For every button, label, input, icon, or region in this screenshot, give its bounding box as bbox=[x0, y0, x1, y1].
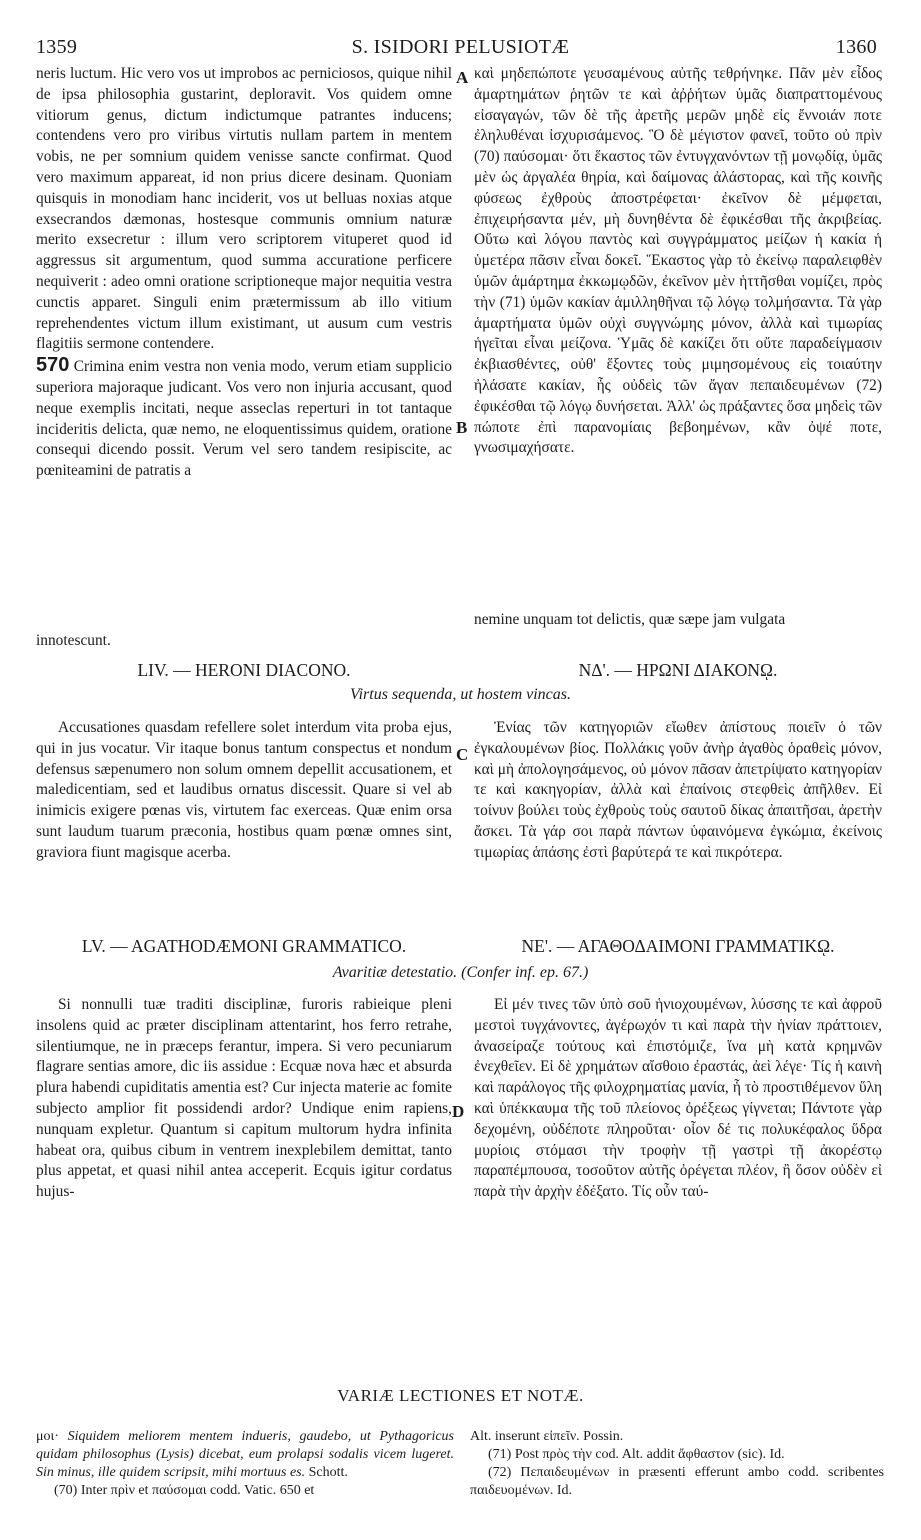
margin-marker-d: D bbox=[452, 1102, 465, 1121]
latin-paragraph bbox=[36, 355, 452, 482]
letter-54-title-latin: LIV. — HERONI DIACONO. bbox=[137, 660, 351, 680]
greek-paragraph: Εἰ μέν τινες τῶν ὑπὸ σοῦ ἡνιοχουμένων, λύσσης τε καὶ ἀφροῦ μεστοὶ τυγχάνοντες, ἀγέρωχόν τι καὶ παρὰ τὴν ἡνίαν πράττοιεν, ἀνασείραζε τούτους καὶ ἐπιστόμιζε, ἵνα μὴ κατὰ κρημνῶν ἐνεχθεῖεν. Εἰ δὲ χρημάτων αἴσθοιο ἐραστάς, ἀεὶ λέγε· Τίς ἡ καινὴ καὶ παράλογος τῆς φιλοχρηματίας μανία, ἧ τὸ προστιθέμενον ὕλη καὶ ὑπέκκαυμα τῆς τοῦ πλείονος ὀρέξεως γίγνεται; Πάντοτε γὰρ δεχομένη, οὐδέποτε πληροῦται· οἷον δέ τις πολυκέφαλος ὕδρα μυρίοις στόμασι τὴν τροφὴν τῇ γαστρὶ τῇ ἀκορέστῳ παραπέμπουσα, τοσοῦτον αὐτῆς ὀρέγεται πλέον, ἢ ὅσον οὐδὲν εἰ παρὰ τὴν ἀρχὴν ἐδέξατο. Τίς οὖν ταύ- bbox=[474, 996, 882, 1201]
margin-marker-b: B bbox=[456, 418, 468, 437]
letter-55-title-greek: ΝΕ'. — ΑΓΑΘΟΔΑΙΜΟΝΙ ΓΡΑΜΜΑΤΙΚῼ. bbox=[521, 936, 835, 956]
latin-tail-right: nemine unquam tot delictis, quæ sæpe jam vulgata bbox=[474, 611, 786, 628]
notes-left-column bbox=[36, 1428, 454, 1500]
greek-column-letter-54 bbox=[474, 718, 882, 864]
notes-right-column bbox=[470, 1428, 884, 1500]
margin-marker-c: C bbox=[456, 745, 469, 764]
column-number-570: 570 bbox=[36, 354, 70, 377]
letter-55-title-latin: LV. — AGATHODÆMONI GRAMMATICO. bbox=[81, 936, 407, 956]
greek-paragraph: καὶ μηδεπώποτε γευσαμένους αὐτῆς τεθρήνηκε. Πᾶν μὲν εἶδος ἁμαρτημάτων ῥητῶν τε καὶ ἀῤῥήτων ὑμᾶς διαπραττομένους εἰσαγαγών, τῶν δὲ τῆς ἀρετῆς μερῶν μηδὲ εἰς ἔννοιάν ποτε ἐληλυθέναι ἰσχυρισάμενος. Ὃ δὲ μέγιστον φανεῖ, τοῦτο οὐ πρὶν (70) παύσομαι· ὅτι ἕκαστος τῶν ἐντυγχανόντων τῇ μονῳδίᾳ, ὑμᾶς μὲν ὡς ἀργαλέα θηρία, καὶ δαίμονας ἀλάστορας, καὶ τῆς κοινῆς φύσεως ἐχθροὺς ἀποστρέφεται· ἐκεῖνον δὲ μέμφεται, ἐπιχειρήσαντα μέν, μὴ δυνηθέντα δὲ ἐφικέσθαι τῆς ἀκριβείας. Οὕτω καὶ λόγου παντὸς καὶ συγγράμματος μείζων ἡ κακία ἡ ὑμετέρα πᾶσιν εἶναι δοκεῖ. Ἕκαστος γὰρ τὸ ἐκείνῳ παραλειφθὲν ὑμῶν ἁμάρτημα ἐκκωμῳδῶν, ἐκεῖνον μὲν ἡττῆσθαι νομίζει, πρὸς τὴν (71) ὑμῶν κακίαν ἁμιλληθῆναι τῷ λόγῳ τολμήσαντα. Τὰ γὰρ ἁμαρτήματα ὑμῶν οὐχὶ συγγνώμης μόνον, ἀλλὰ καὶ τιμωρίας ἡγεῖται εἶναι μείζονα. Ὑμᾶς δὲ κακίζει ὅτι οὔτε παραδείγμασιν ἐκβιασθέντες, οὐθ' ἕξοντες τοὺς μιμησομένους εἰς τοιαύτην ἠλάσατε κακίαν, ἧς οὐδεὶς τῶν ἄγαν πεπαιδευμένων (72) ἐφικέσθαι τῷ λόγῳ δυνήσεται. Ἀλλ' ὡς πράξαντες ὅσα μηδεὶς τῶν πώποτε ἐπὶ παρανομίαις βεβοημένων, κἂν ὀψέ ποτε, γνωσιμαχήσατε. bbox=[474, 65, 882, 457]
page-number-left: 1359 bbox=[36, 36, 78, 58]
latin-column-letter-54 bbox=[36, 718, 452, 864]
notes-title: VARIÆ LECTIONES ET NOTÆ. bbox=[337, 1386, 584, 1405]
note-greek-word: μοι· bbox=[36, 1429, 59, 1444]
greek-column-letter-55 bbox=[474, 995, 882, 1203]
latin-column-letter-55 bbox=[36, 995, 452, 1203]
latin-column-letter-53 bbox=[36, 64, 452, 482]
letter-55-subtitle: Avaritiæ detestatio. (Confer inf. ep. 67.) bbox=[332, 964, 589, 981]
note-70-continued: Alt. inserunt εἰπεῖν. Possin. bbox=[470, 1429, 624, 1444]
greek-column-letter-53 bbox=[474, 64, 882, 459]
letter-54-subtitle: Virtus sequenda, ut hostem vincas. bbox=[349, 686, 571, 703]
letter-54-title-greek: ΝΔ'. — ΗΡΩΝΙ ΔΙΑΚΟΝῼ. bbox=[578, 660, 778, 680]
margin-marker-a: A bbox=[456, 68, 469, 87]
note-70: (70) Inter πρὶν et παύσομαι codd. Vatic. 650 et bbox=[54, 1483, 315, 1498]
latin-paragraph: Si nonnulli tuæ traditi disciplinæ, furoris rabieique pleni insolens quid ac præter disciplinam attentarint, hos ferro retrahe, silentiumque, ne in præceps ferantur, impera. Si vero pecuniarum flagrare sentias amore, dic iis assidue : Ecquæ nova hæc et absurda plura habendi cupiditatis amentia est? Cur injecta materie ac fomite subjecto amplior fit possidendi ardor? Undique enim rapiens, nunquam expletur. Quantum si capitum multorum hydra infinita habeat ora, quibus cibum in ventrem inexplebilem demittat, tanto plus appetat, et quasi nihil antea acceperit. Ecquis igitur cordatus hujus- bbox=[36, 996, 452, 1201]
latin-tail-left: innotescunt. bbox=[36, 632, 111, 649]
note-72: (72) Πεπαιδευμένων in præsenti efferunt ambo codd. scribentes παιδευομένων. Id. bbox=[470, 1465, 884, 1498]
greek-paragraph: Ἐνίας τῶν κατηγοριῶν εἴωθεν ἀπίστους ποιεῖν ὁ τῶν ἐγκαλουμένων βίος. Πολλάκις γοῦν ἀνὴρ ἀγαθὸς ὁραθεὶς μόνον, καὶ μὴ ἀπολογησάμενος, οὐ μόνον πᾶσαν ἀπετρίψατο κατηγορίαν τε καὶ κακηγορίαν, ἀλλὰ καὶ ἐπαίνοις στεφθεὶς ἀπῆλθεν. Εἰ τοίνυν βούλει τοὺς ἐχθροὺς τοὺς σαυτοῦ δίκας ἀπαιτῆσαι, ἀρετὴν ἄσκει. Τὰ γάρ σοι παρὰ πάντων ὑφαινόμενα ἐγκώμια, ἐκείνοις τιμωρίας ἁπάσης ἐστὶ βαρύτερά τε καὶ πικρότερα. bbox=[474, 719, 882, 861]
note-author: Schott. bbox=[308, 1465, 348, 1480]
running-title: S. ISIDORI PELUSIOTÆ bbox=[351, 36, 570, 58]
latin-text: Crimina enim vestra non venia modo, verum etiam supplicio superiora majoraque judicant. Vos vero non injuria accusant, quod neque exemplis incitati, neque asseclas reperturi in tot tantaque incideritis delicta, quæ nemo, ne eloquentissimus quidem, oratione consequi dicendo possit. Verum vel sero tandem resipiscite, ac pœniteamini de patratis a bbox=[36, 358, 452, 480]
page-number-right: 1360 bbox=[835, 36, 877, 58]
note-schott bbox=[36, 1428, 454, 1482]
latin-paragraph: Accusationes quasdam refellere solet interdum vita proba ejus, qui in jus vocatur. Vir itaque bonus tantum conspectus et nondum defensus sæpenumero non solum omnem depellit accusationem, et maledicentiam, sed et laudibus ornatus discessit. Quare si vel ab inimicis exigere pœnas vis, virtutem fac exerceas. Quæ enim orsa sunt laudum tuarum præconia, hostibus quam pœnæ omnes sint, graviora fiunt magisque acerba. bbox=[36, 719, 452, 861]
latin-paragraph: neris luctum. Hic vero vos ut improbos ac perniciosos, quique nihil de ipsa philosophia gustarint, deploravit. Vos quidem omne vitiorum genus, dictum indictumque patrantes inducens; contendens vero pro viribus virtutis nullam partem in mentem vobis, ne per somnium quidem venisse sancte confirmat. Quod vero maximum appareat, id non prius dicere desinam. Quoniam quisquis in monodiam hanc inciderit, vos ut belluas noxias atque exsecrandos dæmonas, hostesque communis omnium naturæ merito exsecretur : illum vero scriptorem vituperet quod id aggressus sit argumentum, quod summa accuratione perficere nequiverit : adeo omni oratione scriptioneque major nequitia vestra cunctis apparet. Singuli enim prætermissum ab illo vitium reprehendentes victum illum existimant, ut ausum cum vestris flagitiis sermone contendere. bbox=[36, 65, 452, 353]
note-quote: Siquidem meliorem mentem indueris, gaudebo, ut Pythagoricus quidam philosophus (Lysis) dicebat, eum prolapsi sodalis vicem lugeret. Sin minus, ille quidem scripsit, mihi mortuus es. bbox=[36, 1429, 455, 1480]
note-71: (71) Post πρὸς τὴν cod. Alt. addit ἄφθαστον (sic). Id. bbox=[488, 1447, 785, 1462]
